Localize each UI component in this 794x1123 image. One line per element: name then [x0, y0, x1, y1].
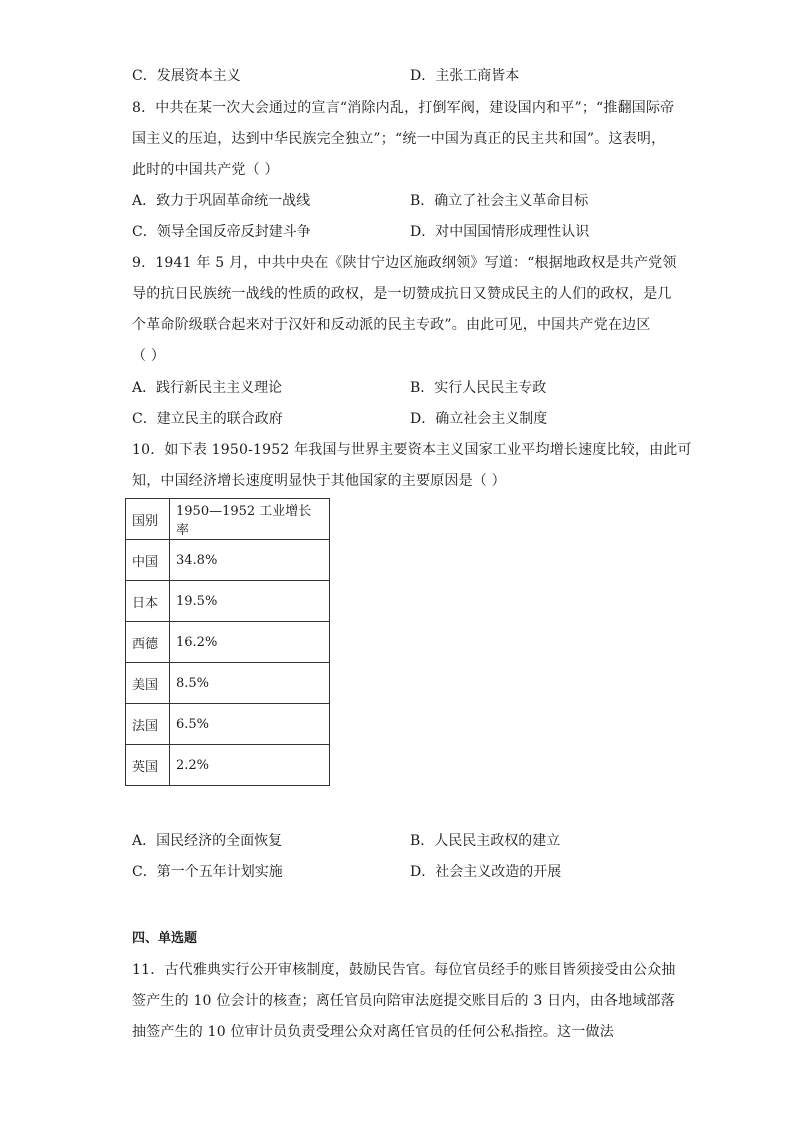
- table-cell-country: 中国: [126, 540, 170, 581]
- q9-option-a: A．践行新民主主义理论: [132, 380, 283, 396]
- q9-stem-line-4: （ ）: [132, 348, 166, 364]
- table-header-rate: 1950—1952 工业增长率: [170, 499, 330, 540]
- q8-stem-line-2: 国主义的压迫，达到中华民族完全独立”；“统一中国为真正的民主共和国”。这表明，: [132, 131, 666, 147]
- q11-stem-line-2: 签产生的 10 位会计的核查；离任官员向陪审法庭提交账目后的 3 日内，由各地域部落: [132, 993, 675, 1009]
- q9-stem-line-1: 9．1941 年 5 月，中共中央在《陕甘宁边区施政纲领》写道：“根据地政权是共产党领: [132, 255, 677, 271]
- table-cell-rate: 2.2%: [170, 745, 330, 786]
- table-row: [126, 540, 330, 581]
- q8-option-d: D．对中国国情形成理性认识: [410, 224, 590, 240]
- growth-rate-table: [125, 498, 330, 786]
- q10-stem-line-1: 10．如下表 1950-1952 年我国与世界主要资本主义国家工业平均增长速度比较，由此可: [132, 442, 692, 458]
- q8-option-b: B．确立了社会主义革命目标: [410, 193, 589, 209]
- q9-stem-line-3: 个革命阶级联合起来对于汉奸和反动派的民主专政”。由此可见，中国共产党在边区: [132, 317, 651, 333]
- q7-option-c: C．发展资本主义: [132, 68, 241, 84]
- table-cell-country: 日本: [126, 581, 170, 622]
- q9-option-d: D．确立社会主义制度: [410, 411, 548, 427]
- q7-option-d: D．主张工商皆本: [410, 68, 520, 84]
- table-row: [126, 704, 330, 745]
- table-cell-country: 法国: [126, 704, 170, 745]
- table-cell-country: 英国: [126, 745, 170, 786]
- table-row: [126, 622, 330, 663]
- q10-option-c: C．第一个五年计划实施: [132, 864, 283, 880]
- table-cell-rate: 34.8%: [170, 540, 330, 581]
- q10-option-b: B．人民民主政权的建立: [410, 833, 561, 849]
- table-header-row: [126, 499, 330, 540]
- q11-stem-line-1: 11．古代雅典实行公开审核制度，鼓励民告官。每位官员经手的账目皆须接受由公众抽: [132, 962, 676, 978]
- q8-stem-line-3: 此时的中国共产党（ ）: [132, 162, 279, 178]
- q8-stem-line-1: 8．中共在某一次大会通过的宣言“消除内乱，打倒军阀，建设国内和平”；“推翻国际帝: [132, 100, 675, 116]
- q11-stem-line-3: 抽签产生的 10 位审计员负责受理公众对离任官员的任何公私指控。这一做法: [132, 1024, 614, 1040]
- q9-stem-line-2: 导的抗日民族统一战线的性质的政权，是一切赞成抗日又赞成民主的人们的政权，是几: [132, 286, 672, 302]
- q10-option-d: D．社会主义改造的开展: [410, 864, 562, 880]
- table-cell-rate: 8.5%: [170, 663, 330, 704]
- q8-option-c: C．领导全国反帝反封建斗争: [132, 224, 311, 240]
- q9-option-b: B．实行人民民主专政: [410, 380, 547, 396]
- q10-option-a: A．国民经济的全面恢复: [132, 833, 283, 849]
- table-cell-country: 美国: [126, 663, 170, 704]
- table-row: [126, 663, 330, 704]
- table-row: [126, 581, 330, 622]
- table-cell-rate: 19.5%: [170, 581, 330, 622]
- table-cell-rate: 16.2%: [170, 622, 330, 663]
- table-row: [126, 745, 330, 786]
- section-title: 四、单选题: [132, 931, 198, 946]
- q9-option-c: C．建立民主的联合政府: [132, 411, 283, 427]
- table-cell-rate: 6.5%: [170, 704, 330, 745]
- table-cell-country: 西德: [126, 622, 170, 663]
- q10-stem-line-2: 知，中国经济增长速度明显快于其他国家的主要原因是（ ）: [132, 473, 506, 489]
- table-header-country: 国别: [126, 499, 170, 540]
- q8-option-a: A．致力于巩固革命统一战线: [132, 193, 311, 209]
